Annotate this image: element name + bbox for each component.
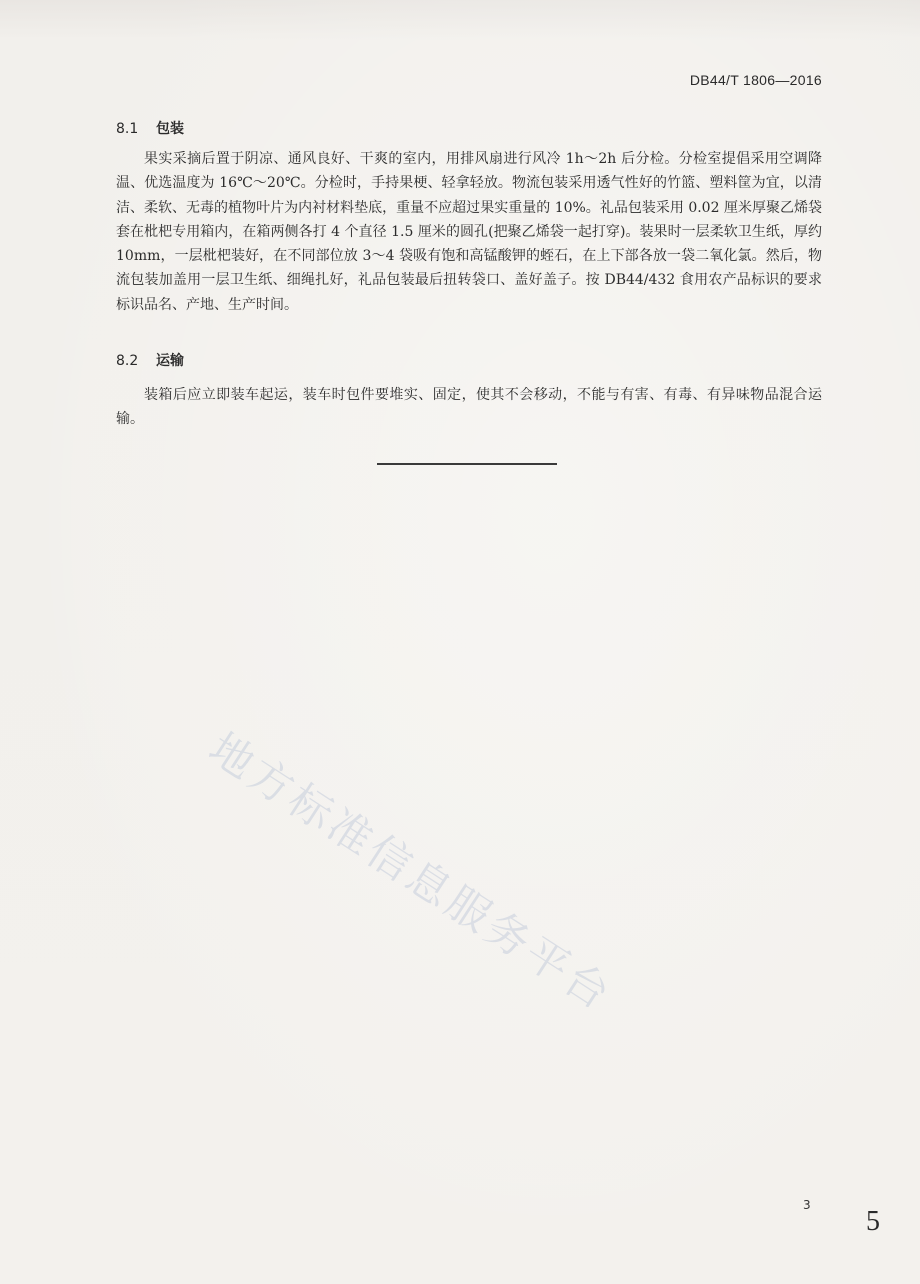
section-heading-packaging	[116, 118, 184, 138]
section-title: 包装	[156, 121, 184, 137]
section-number: 8.2	[116, 353, 139, 369]
end-divider	[377, 463, 557, 465]
watermark-text: 地方标准信息服务平台	[199, 723, 622, 1022]
section-heading-transport	[116, 350, 184, 370]
section-body-transport: 装箱后应立即装车起运，装车时包件要堆实、固定，使其不会移动，不能与有害、有毒、有异味物品混合运输。	[116, 387, 822, 428]
document-id-header: DB44/T 1806—2016	[689, 72, 822, 88]
section-title: 运输	[156, 353, 184, 369]
section-body-packaging: 果实采摘后置于阴凉、通风良好、干爽的室内，用排风扇进行风冷 1h～2h 后分检。分检室提倡采用空调降温、优选温度为 16℃～20℃。分检时，手持果梗、轻拿轻放。物流包装采用透气性好的竹篮、塑料筐为宜，以清洁、柔软、无毒的植物叶片为内衬材料垫底，重量不应超过果实重量的 10%。礼品包装采用 0.02 厘米厚聚乙烯袋套在枇杷专用箱内，在箱两侧各打 4 个直径 1.5 厘米的圆孔(把聚乙烯袋一起打穿)。装果时一层柔软卫生纸，厚约 10mm，一层枇杷装好，在不同部位放 3～4 袋吸有饱和高锰酸钾的蛭石，在上下部各放一袋二氧化氯。然后，物流包装加盖用一层卫生纸、细绳扎好，礼品包装最后扭转袋口、盖好盖子。按 DB44/432 食用农产品标识的要求标识品名、产地、生产时间。	[116, 151, 822, 313]
page-number: 3	[803, 1198, 811, 1212]
section-number: 8.1	[116, 121, 139, 137]
corner-page-number: 5	[866, 1206, 880, 1237]
